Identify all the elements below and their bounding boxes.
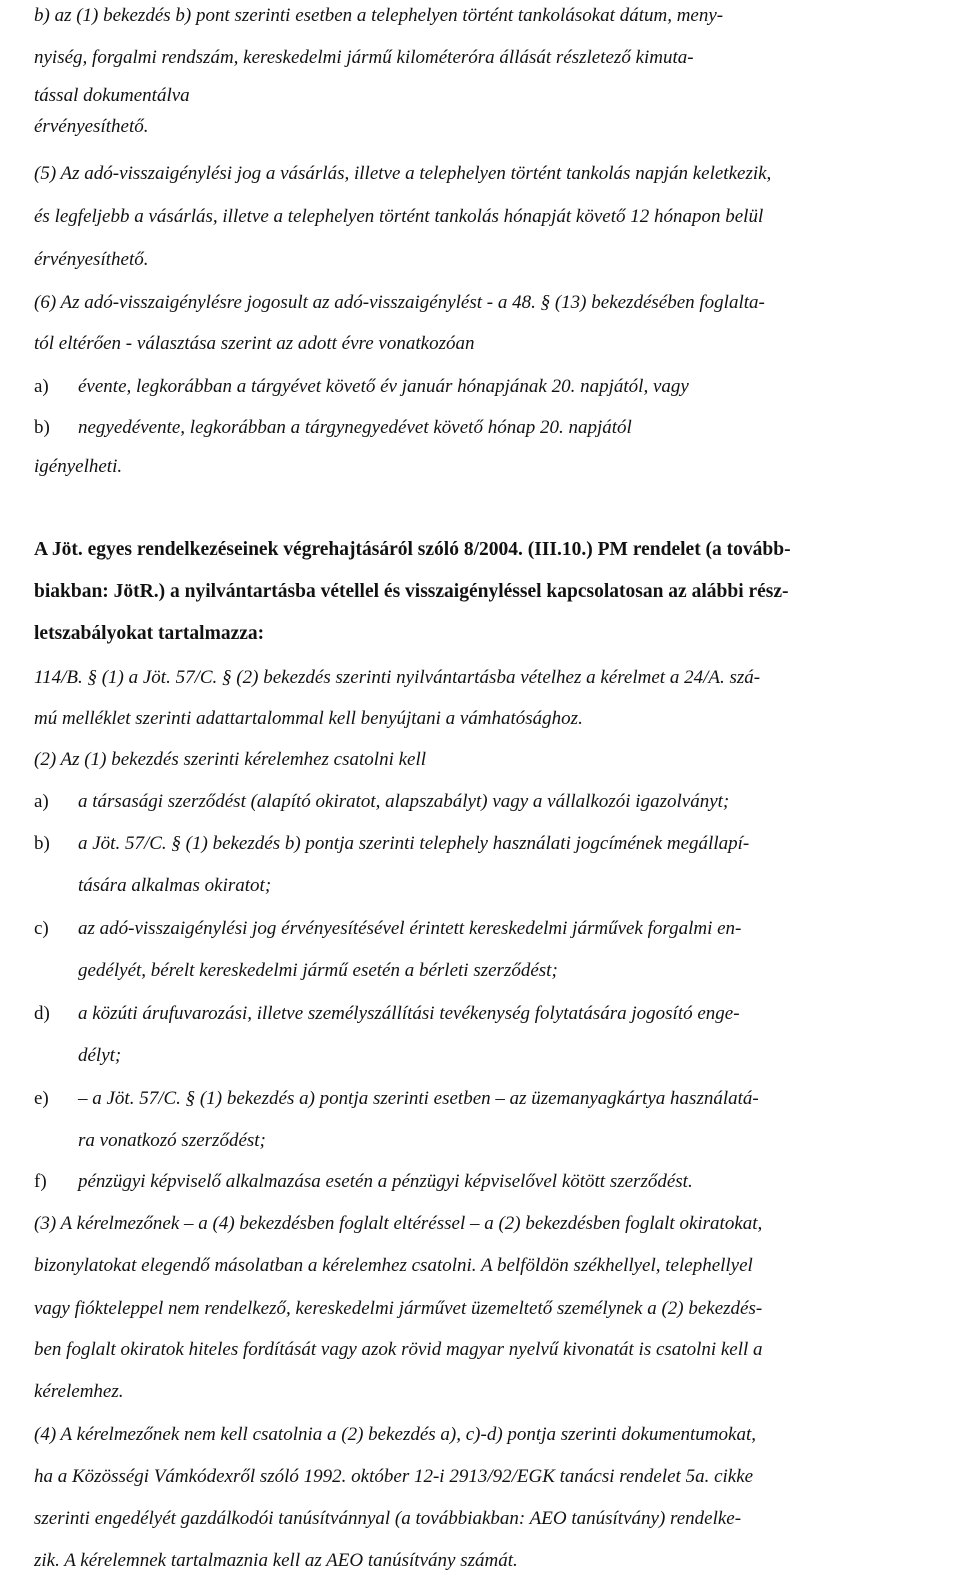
paragraph-line: (2) Az (1) bekezdés szerinti kérelemhez csatolni kell: [34, 749, 427, 770]
list-item: [34, 788, 729, 816]
paragraph-line: érvényesíthető.: [34, 249, 149, 270]
list-continuation: ra vonatkozó szerződést;: [78, 1130, 266, 1151]
list-text: pénzügyi képviselő alkalmazása esetén a pénzügyi képviselővel kötött szerződést.: [78, 1171, 693, 1192]
heading-line: A Jöt. egyes rendelkezéseinek végrehajtásáról szóló 8/2004. (III.10.) PM rendelet (a tovább-: [34, 539, 791, 560]
paragraph-line: ben foglalt okiratok hiteles fordítását vagy azok rövid magyar nyelvű kivonatát is csatolni kell a: [34, 1339, 763, 1360]
list-continuation: délyt;: [78, 1045, 122, 1066]
paragraph-line: nyiség, forgalmi rendszám, kereskedelmi jármű kilométeróra állását részletező kimuta-: [34, 47, 694, 68]
list-text: évente, legkorábban a tárgyévet követő év január hónapjának 20. napjától, vagy: [78, 376, 689, 397]
list-text: a társasági szerződést (alapító okiratot, alapszabályt) vagy a vállalkozói igazolványt;: [78, 791, 730, 812]
paragraph-line: (3) A kérelmezőnek – a (4) bekezdésben foglalt eltéréssel – a (2) bekezdésben foglalt okiratokat,: [34, 1213, 763, 1234]
paragraph-line: zik. A kérelemnek tartalmaznia kell az AEO tanúsítvány számát.: [34, 1550, 518, 1571]
paragraph-line: (6) Az adó-visszaigénylésre jogosult az adó-visszaigénylést - a 48. § (13) bekezdésében foglalta-: [34, 292, 765, 313]
list-continuation: tására alkalmas okiratot;: [78, 875, 272, 896]
list-item: [34, 414, 632, 442]
list-label: b): [34, 417, 50, 438]
list-label: a): [34, 791, 49, 812]
list-text: negyedévente, legkorábban a tárgynegyedévet követő hónap 20. napjától: [78, 417, 632, 438]
paragraph-line: b) az (1) bekezdés b) pont szerinti esetben a telephelyen történt tankolásokat dátum, meny-: [34, 5, 724, 26]
paragraph-line: (4) A kérelmezőnek nem kell csatolnia a (2) bekezdés a), c)-d) pontja szerinti dokumentumokat,: [34, 1424, 756, 1445]
paragraph-line: vagy fiókteleppel nem rendelkező, kereskedelmi járművet üzemeltető személynek a (2) bekezdés-: [34, 1298, 763, 1319]
list-text: a Jöt. 57/C. § (1) bekezdés b) pontja szerinti telephely használati jogcímének megállapí-: [78, 833, 750, 854]
list-label: f): [34, 1171, 47, 1192]
list-item: [34, 373, 689, 401]
paragraph-line: bizonylatokat elegendő másolatban a kérelemhez csatolni. A belföldön székhellyel, telephellyel: [34, 1255, 753, 1276]
paragraph-line: és legfeljebb a vásárlás, illetve a telephelyen történt tankolás hónapját követő 12 hónapon belül: [34, 206, 764, 227]
list-text: a közúti árufuvarozási, illetve személyszállítási tevékenység folytatására jogosító enge-: [78, 1003, 740, 1024]
paragraph-line: érvényesíthető.: [34, 116, 149, 137]
list-label: a): [34, 376, 49, 397]
paragraph-line: szerinti engedélyét gazdálkodói tanúsítvánnyal (a továbbiakban: AEO tanúsítvány) rendelke-: [34, 1508, 742, 1529]
list-continuation: gedélyét, bérelt kereskedelmi jármű esetén a bérleti szerződést;: [78, 960, 558, 981]
paragraph-line: tól eltérően - választása szerint az adott évre vonatkozóan: [34, 333, 475, 354]
list-item: [34, 1000, 740, 1028]
paragraph-line: kérelemhez.: [34, 1381, 124, 1402]
list-item: [34, 915, 741, 943]
list-label: e): [34, 1088, 49, 1109]
list-label: c): [34, 918, 49, 939]
paragraph-line: igényelheti.: [34, 456, 123, 477]
paragraph-line: tással dokumentálva: [34, 85, 190, 106]
heading-line: letszabályokat tartalmazza:: [34, 623, 265, 644]
list-item: [34, 1168, 693, 1196]
list-label: b): [34, 833, 50, 854]
list-item: [34, 830, 749, 858]
paragraph-line: (5) Az adó-visszaigénylési jog a vásárlás, illetve a telephelyen történt tankolás napján keletkezik,: [34, 163, 772, 184]
paragraph-line: mú melléklet szerinti adattartalommal kell benyújtani a vámhatósághoz.: [34, 708, 583, 729]
list-text: az adó-visszaigénylési jog érvényesítésével érintett kereskedelmi járművek forgalmi en-: [78, 918, 742, 939]
paragraph-line: 114/B. § (1) a Jöt. 57/C. § (2) bekezdés szerinti nyilvántartásba vételhez a kérelmet a 24/A. szá-: [34, 667, 761, 688]
heading-line: biakban: JötR.) a nyilvántartásba vétellel és visszaigényléssel kapcsolatosan az alábbi rész-: [34, 581, 789, 602]
list-label: d): [34, 1003, 50, 1024]
list-text: – a Jöt. 57/C. § (1) bekezdés a) pontja szerinti esetben – az üzemanyagkártya használatá-: [78, 1088, 759, 1109]
paragraph-line: ha a Közösségi Vámkódexről szóló 1992. október 12-i 2913/92/EGK tanácsi rendelet 5a. cikke: [34, 1466, 754, 1487]
list-item: [34, 1085, 759, 1113]
